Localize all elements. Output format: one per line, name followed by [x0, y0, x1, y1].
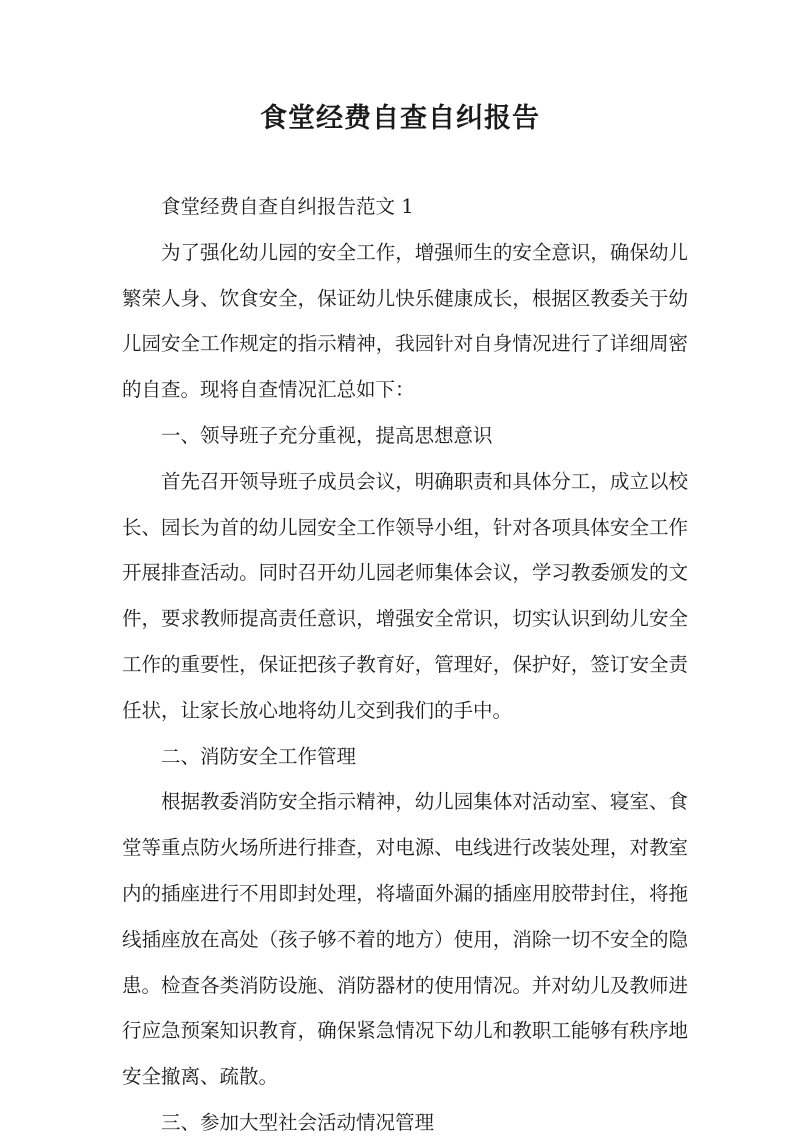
section-paragraph-1: 首先召开领导班子成员会议，明确职责和具体分工，成立以校长、园长为首的幼儿园安全工作领导小组，针对各项具体安全工作开展排查活动。同时召开幼儿园老师集体会议，学习教委颁发的文件，要求教师提高责任意识，增强安全常识，切实认识到幼儿安全工作的重要性，保证把孩子教育好，管理好，保护好，签订安全责任状，让家长放心地将幼儿交到我们的手中。	[122, 469, 688, 722]
section-heading-2: 二、消防安全工作管理	[161, 744, 357, 768]
section-heading-3: 三、参加大型社会活动情况管理	[161, 1110, 435, 1134]
document-body	[122, 184, 688, 1146]
subtitle-paragraph: 食堂经费自查自纠报告范文 1	[161, 195, 414, 218]
section-paragraph-2: 根据教委消防安全指示精神，幼儿园集体对活动室、寝室、食堂等重点防火场所进行排查，对电源、电线进行改装处理，对教室内的插座进行不用即封处理，将墙面外漏的插座用胶带封住，将拖线插座放在高处（孩子够不着的地方）使用，消除一切不安全的隐患。检查各类消防设施、消防器材的使用情况。并对幼儿及教师进行应急预案知识教育，确保紧急情况下幼儿和教职工能够有秩序地安全撤离、疏散。	[122, 790, 688, 1089]
intro-paragraph: 为了强化幼儿园的安全工作，增强师生的安全意识，确保幼儿繁荣人身、饮食安全，保证幼儿快乐健康成长，根据区教委关于幼儿园安全工作规定的指示精神，我园针对自身情况进行了详细周密的自查。现将自查情况汇总如下：	[122, 240, 688, 402]
section-heading-1: 一、领导班子充分重视，提高思想意识	[161, 423, 493, 447]
document-title: 食堂经费自查自纠报告	[260, 103, 540, 134]
